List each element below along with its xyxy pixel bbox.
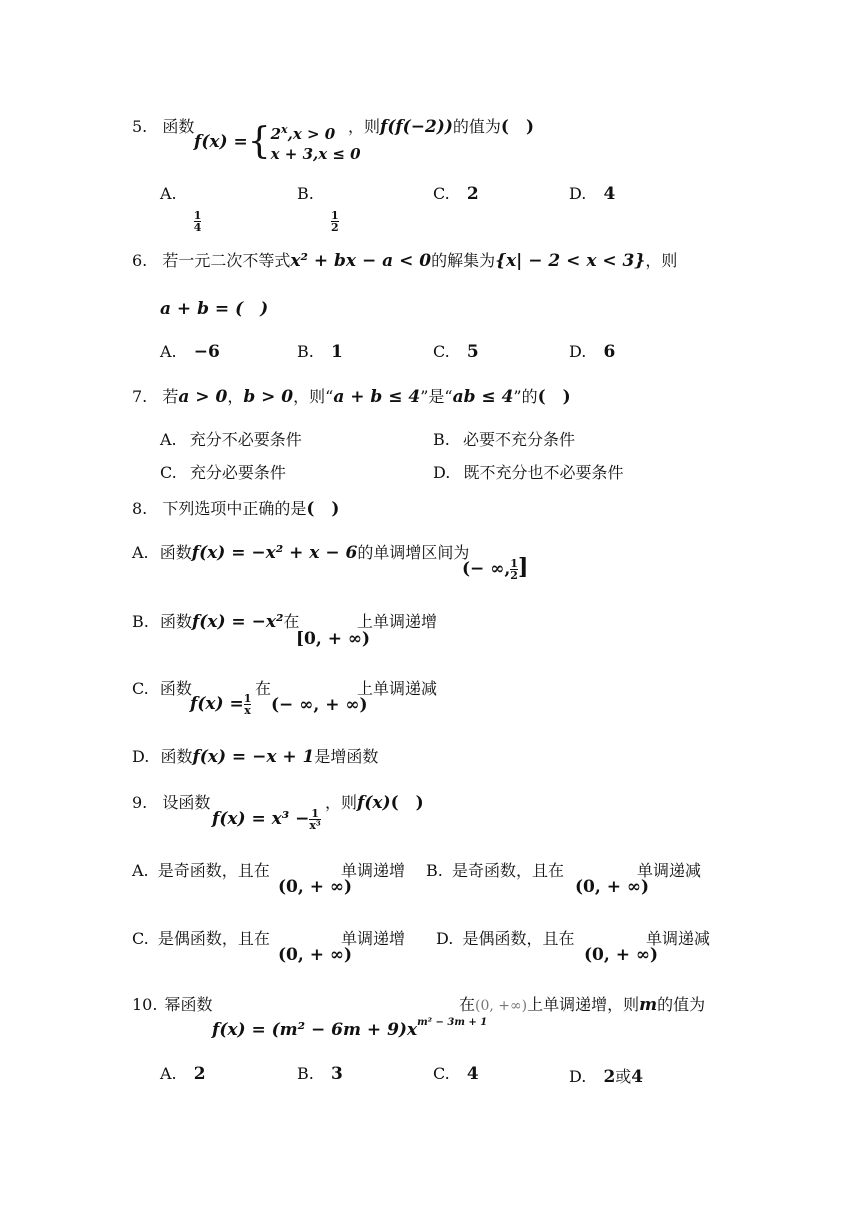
function-label: f(x) = (m² − 6m + 9)x bbox=[212, 1020, 418, 1040]
option-text: 是偶函数，且在 bbox=[462, 929, 575, 948]
question-number: 6. bbox=[132, 251, 148, 270]
option-value: 6 bbox=[603, 342, 616, 362]
option-label: D. bbox=[132, 747, 150, 766]
function: f(x) = −x + 1 bbox=[192, 747, 315, 767]
option-label: B. bbox=[297, 1064, 314, 1083]
interval-value: (0, + ∞) bbox=[278, 877, 353, 897]
question-text: 函数 bbox=[162, 117, 195, 136]
option-a bbox=[160, 427, 302, 450]
question-5 bbox=[132, 116, 194, 138]
option-text: 单调递增 bbox=[341, 861, 406, 880]
option-b bbox=[426, 860, 564, 882]
question-text: 的解集为 bbox=[431, 251, 496, 270]
denominator: 2 bbox=[330, 221, 339, 234]
question-10-tail bbox=[459, 994, 705, 1017]
option-text: 的单调增区间为 bbox=[357, 543, 470, 562]
case-1-exponent: x bbox=[281, 123, 288, 136]
option-label: B. bbox=[433, 430, 450, 449]
question-text: ，则“ bbox=[293, 387, 334, 406]
function bbox=[212, 808, 321, 831]
question-text: 在 bbox=[459, 995, 476, 1014]
question-text: 的值为 bbox=[452, 117, 501, 136]
proposition-p: a + b ≤ 4 bbox=[333, 387, 421, 407]
option-text: 函数 bbox=[159, 612, 192, 631]
fraction bbox=[309, 808, 320, 831]
option-text: 必要不充分条件 bbox=[462, 430, 575, 449]
question-text: ，则 bbox=[325, 793, 358, 812]
question-5-tail bbox=[348, 116, 534, 138]
option-text: 在 bbox=[255, 679, 272, 698]
option-label: D. bbox=[569, 342, 587, 361]
question-text: ，则 bbox=[348, 117, 381, 136]
option-a-tail bbox=[341, 860, 405, 882]
case-1-base: 2 bbox=[270, 125, 282, 143]
interval-value: (0, +∞) bbox=[475, 998, 528, 1014]
question-9-tail bbox=[325, 792, 424, 814]
separator: ， bbox=[227, 387, 244, 406]
option-c bbox=[132, 678, 192, 700]
answer-blank: ( ) bbox=[390, 793, 424, 813]
fraction bbox=[331, 210, 339, 233]
condition-b: b > 0 bbox=[243, 387, 294, 407]
solution-set: {x| − 2 < x < 3} bbox=[495, 251, 646, 271]
option-b bbox=[297, 342, 343, 362]
question-text: 设函数 bbox=[162, 793, 211, 812]
option-c bbox=[132, 928, 270, 950]
question-text: 若 bbox=[162, 387, 179, 406]
question-6-line-2 bbox=[160, 298, 268, 320]
question-number: 9. bbox=[132, 793, 148, 812]
option-label: C. bbox=[132, 929, 149, 948]
option-c-tail bbox=[357, 678, 437, 700]
question-7 bbox=[132, 386, 571, 408]
option-a bbox=[132, 860, 270, 882]
option-value: 1 bbox=[330, 342, 343, 362]
numerator: 1 bbox=[193, 209, 202, 222]
option-b bbox=[433, 427, 575, 450]
variable: m bbox=[639, 995, 658, 1015]
question-text: 若一元二次不等式 bbox=[162, 251, 291, 270]
function: f(x) = −x² + x − 6 bbox=[191, 543, 358, 563]
piecewise-function bbox=[194, 120, 361, 164]
option-d bbox=[433, 460, 623, 483]
option-a bbox=[160, 342, 220, 362]
answer-blank: ( ) bbox=[500, 117, 534, 137]
option-text: 上单调递增 bbox=[357, 612, 438, 631]
option-text: 函数 bbox=[160, 747, 193, 766]
answer-blank: ( ) bbox=[537, 387, 571, 407]
option-d bbox=[132, 746, 378, 768]
numerator: 1 bbox=[510, 557, 518, 570]
denominator: 2 bbox=[510, 569, 518, 582]
question-number: 8. bbox=[132, 499, 148, 518]
option-d bbox=[569, 184, 615, 204]
question-text: ”是“ bbox=[420, 387, 453, 406]
option-value: 5 bbox=[466, 342, 479, 362]
question-8 bbox=[132, 498, 339, 520]
option-label: D. bbox=[433, 463, 451, 482]
option-c bbox=[433, 1064, 479, 1084]
question-10 bbox=[132, 994, 213, 1016]
answer-blank: ( ) bbox=[306, 499, 340, 519]
option-text: 在 bbox=[283, 612, 300, 631]
option-label: D. bbox=[436, 929, 454, 948]
question-text: ，则 bbox=[645, 251, 678, 270]
option-b bbox=[132, 611, 299, 633]
option-text: 既不充分也不必要条件 bbox=[463, 463, 624, 482]
option-label: B. bbox=[426, 861, 443, 880]
option-label: C. bbox=[433, 184, 450, 203]
denominator: x³ bbox=[309, 819, 321, 832]
fraction bbox=[194, 210, 202, 233]
proposition-q: ab ≤ 4 bbox=[452, 387, 514, 407]
option-value: 4 bbox=[631, 1067, 644, 1087]
option-value: 2 bbox=[193, 1064, 206, 1084]
option-a bbox=[160, 184, 201, 233]
option-label: C. bbox=[433, 342, 450, 361]
option-label: A. bbox=[132, 543, 149, 562]
option-a bbox=[132, 542, 469, 564]
option-text: 是奇函数，且在 bbox=[451, 861, 564, 880]
option-text: 是偶函数，且在 bbox=[157, 929, 270, 948]
case-1-condition: ,x > 0 bbox=[287, 125, 336, 143]
question-text: ”的 bbox=[513, 387, 538, 406]
condition-a: a > 0 bbox=[178, 387, 228, 407]
option-text: 函数 bbox=[159, 543, 192, 562]
interval-value: (0, + ∞) bbox=[278, 945, 353, 965]
option-a bbox=[160, 1064, 206, 1084]
option-c bbox=[433, 342, 479, 362]
option-value: 2 bbox=[603, 1067, 616, 1087]
option-text: 充分不必要条件 bbox=[189, 430, 302, 449]
option-value: 3 bbox=[330, 1064, 343, 1084]
inequality: x² + bx − a < 0 bbox=[290, 251, 432, 271]
option-label: C. bbox=[160, 463, 177, 482]
function: f(x) = −x² bbox=[191, 612, 284, 632]
option-text: 单调递减 bbox=[646, 929, 711, 948]
exponent: m² − 3m + 1 bbox=[417, 1017, 488, 1028]
option-text: 或 bbox=[615, 1067, 632, 1086]
question-9 bbox=[132, 792, 210, 814]
option-text: 是增函数 bbox=[314, 747, 379, 766]
option-value: −6 bbox=[193, 342, 220, 362]
brace: { bbox=[247, 121, 271, 162]
option-b-tail bbox=[357, 611, 437, 633]
option-label: B. bbox=[297, 342, 314, 361]
option-d bbox=[569, 342, 615, 362]
option-text: 是奇函数，且在 bbox=[157, 861, 270, 880]
option-value: 4 bbox=[603, 184, 616, 204]
option-label: C. bbox=[433, 1064, 450, 1083]
option-c bbox=[433, 184, 479, 204]
option-b bbox=[297, 184, 339, 233]
question-text: 幂函数 bbox=[164, 995, 213, 1014]
power-function bbox=[212, 1012, 487, 1041]
option-c-mid bbox=[255, 678, 271, 700]
option-value: 4 bbox=[466, 1064, 479, 1084]
question-number: 7. bbox=[132, 387, 148, 406]
option-c bbox=[160, 460, 286, 483]
option-label: A. bbox=[160, 342, 177, 361]
option-label: D. bbox=[569, 184, 587, 203]
option-value: 2 bbox=[466, 184, 479, 204]
fraction bbox=[510, 558, 518, 581]
option-label: D. bbox=[569, 1067, 587, 1086]
function-label: f(x) = bbox=[190, 694, 244, 714]
function-label: f(x) = bbox=[194, 132, 248, 152]
interval-value: (0, + ∞) bbox=[584, 945, 659, 965]
interval-open: (− ∞, bbox=[462, 559, 511, 579]
question-6 bbox=[132, 250, 677, 272]
interval-close: ] bbox=[517, 554, 529, 580]
question-text: 下列选项中正确的是 bbox=[162, 499, 307, 518]
option-b bbox=[297, 1064, 343, 1084]
option-label: A. bbox=[160, 430, 177, 449]
question-number: 5. bbox=[132, 117, 148, 136]
option-label: B. bbox=[132, 612, 149, 631]
option-text: 上单调递减 bbox=[357, 679, 438, 698]
numerator: 1 bbox=[311, 807, 319, 820]
function bbox=[190, 693, 251, 716]
expression: f(f(−2)) bbox=[380, 117, 453, 137]
question-number: 10. bbox=[132, 995, 158, 1014]
option-text: 单调递增 bbox=[341, 929, 406, 948]
question-text: 的值为 bbox=[657, 995, 706, 1014]
option-d bbox=[569, 1064, 643, 1087]
option-label: A. bbox=[160, 1064, 177, 1083]
interval-value: (0, + ∞) bbox=[575, 877, 650, 897]
option-c-tail bbox=[341, 928, 405, 950]
interval-value: (− ∞, + ∞) bbox=[271, 695, 368, 715]
option-text: 函数 bbox=[159, 679, 192, 698]
option-text: 单调递减 bbox=[637, 861, 702, 880]
question-text: 上单调递增，则 bbox=[527, 995, 640, 1014]
option-text: 充分必要条件 bbox=[189, 463, 286, 482]
interval bbox=[462, 556, 528, 581]
option-label: C. bbox=[132, 679, 149, 698]
expression: a + b = ( ) bbox=[160, 299, 269, 319]
option-d-tail bbox=[646, 928, 710, 950]
fraction bbox=[244, 693, 252, 716]
interval-value: [0, + ∞) bbox=[296, 629, 371, 649]
function-label: f(x) = x³ − bbox=[212, 809, 310, 829]
denominator: x bbox=[244, 704, 251, 717]
option-label: B. bbox=[297, 184, 314, 203]
option-d bbox=[436, 928, 574, 950]
function-label: f(x) bbox=[357, 793, 391, 813]
numerator: 1 bbox=[330, 209, 339, 222]
option-label: A. bbox=[132, 861, 149, 880]
option-b-tail bbox=[637, 860, 701, 882]
option-label: A. bbox=[160, 184, 177, 203]
case-2: x + 3,x ≤ 0 bbox=[270, 145, 361, 163]
numerator: 1 bbox=[243, 692, 252, 705]
denominator: 4 bbox=[193, 221, 202, 234]
interval bbox=[271, 694, 368, 716]
